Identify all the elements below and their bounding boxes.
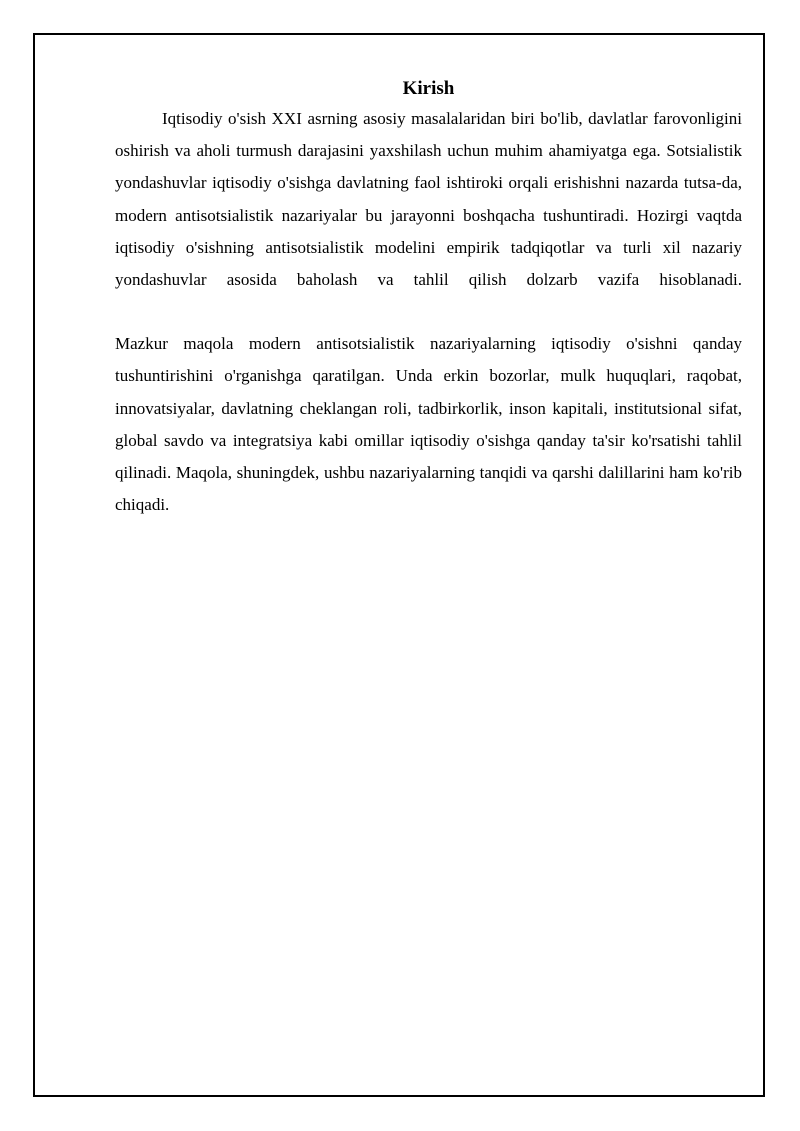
paragraph-spacer bbox=[115, 296, 742, 328]
body-paragraph: Mazkur maqola modern antisotsialistik nazariyalarning iqtisodiy o'sishni qanday tushuntirishini o'rganishga qaratilgan. Unda erkin bozorlar, mulk huquqlari, raqobat, innovatsiyalar, davlatning cheklangan roli, tadbirkorlik, inson kapitali, institutsional sifat, global savdo va integratsiya kabi omillar iqtisodiy o'sishga qanday ta'sir ko'rsatishi tahlil qilinadi. Maqola, shuningdek, ushbu nazariyalarning tanqidi va qarshi dalillarini ham ko'rib chiqadi. bbox=[115, 334, 742, 515]
intro-paragraph: Iqtisodiy o'sish XXI asrning asosiy masalalaridan biri bo'lib, davlatlar farovonligini oshirish va aholi turmush darajasini yaxshilash uchun muhim ahamiyatga ega. Sotsialistik yondashuvlar iqtisodiy o'sishga davlatning faol ishtiroki orqali erishishni nazarda tutsa-da, modern antisotsialistik nazariyalar bu jarayonni boshqacha tushuntiradi. Hozirgi vaqtda iqtisodiy o'sishning antisotsialistik modelini empirik tadqiqotlar va turli xil nazariy yondashuvlar asosida baholash va tahlil qilish dolzarb vazifa hisoblanadi. bbox=[115, 109, 742, 290]
section-title: Kirish bbox=[402, 78, 455, 99]
document-body bbox=[115, 74, 742, 521]
